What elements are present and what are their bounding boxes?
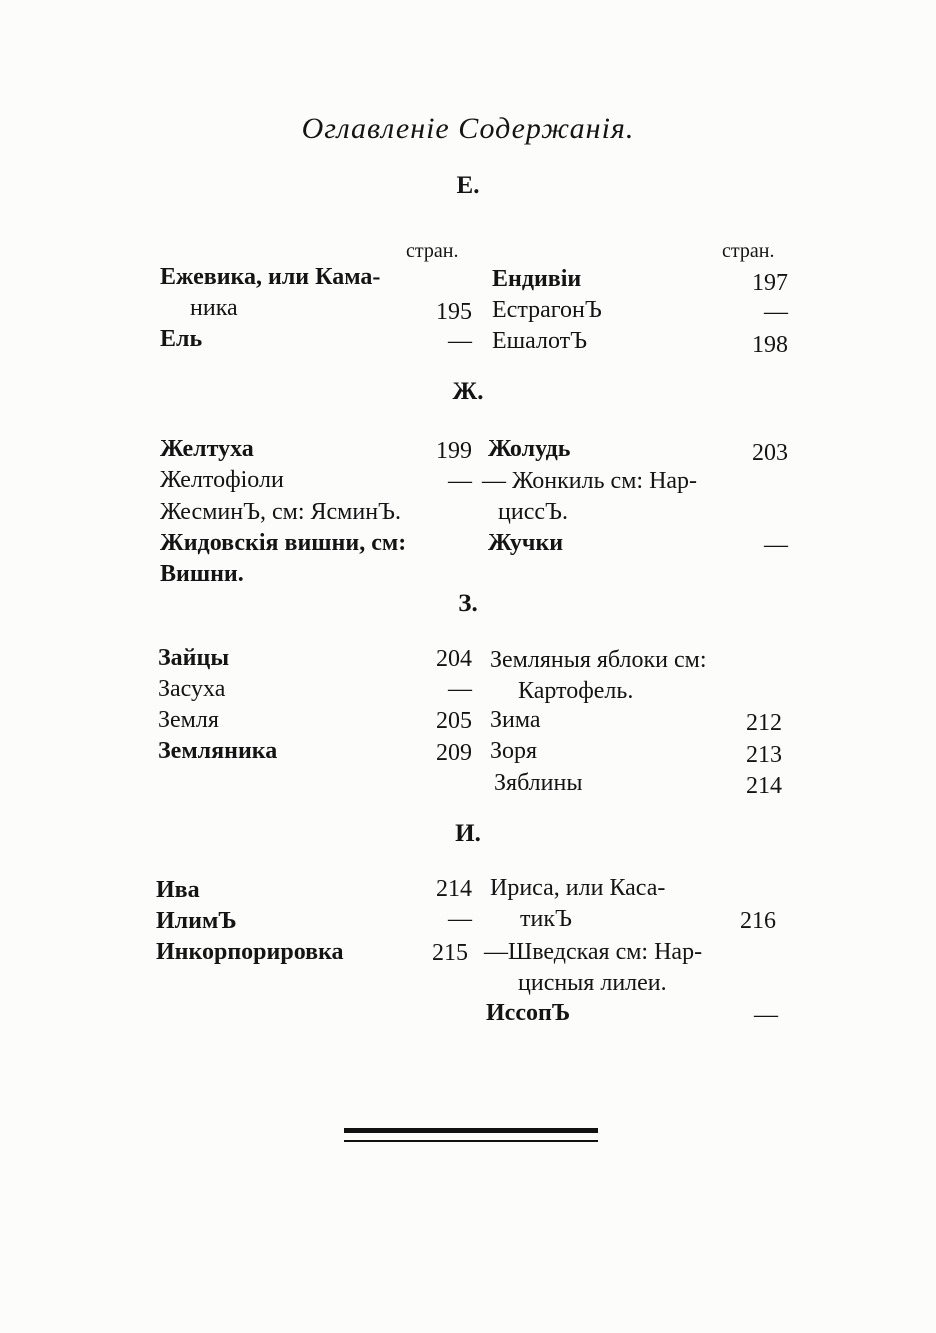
entry-page: 199 [436,438,472,464]
closing-rule-thin [344,1140,598,1142]
entry-page: — [448,328,472,354]
entry-term: ЕстрагонЪ [492,297,602,323]
section-letter-i: И. [455,820,481,847]
closing-rule-thick [344,1128,598,1133]
entry-page: 198 [752,332,788,358]
entry-term: — Жонкиль см: Нар- [482,468,698,494]
entry-term: ИссопЪ [486,1000,571,1026]
page-title: Оглавленіе Содержанія. [301,112,635,145]
entry-term: цисныя лилеи. [518,970,667,996]
entry-term: Жидовскія вишни, см: [160,530,407,556]
entry-page: 214 [436,876,472,902]
entry-term: —Шведская см: Нар- [484,939,703,965]
entry-term: циссЪ. [498,499,568,525]
entry-page: — [754,1002,778,1028]
section-letter-e: Е. [456,172,480,199]
entry-page: 215 [432,940,468,966]
entry-term: Земляника [158,738,278,764]
entry-page: 204 [436,646,472,672]
entry-term: Засуха [158,676,226,702]
entry-page: 197 [752,270,788,296]
entry-page: 203 [752,440,788,466]
entry-term: Земляныя яблоки см: [490,647,707,673]
entry-term: Земля [158,707,219,733]
entry-term: Жолудь [488,436,571,462]
entry-term: Ежевика, или Кама- [160,264,381,290]
entry-page: 214 [746,773,782,799]
entry-term: ИлимЪ [156,908,237,934]
entry-page: — [448,468,472,494]
entry-term: Зима [490,707,541,733]
section-letter-zh: Ж. [452,378,484,405]
entry-term: Вишни. [160,561,244,587]
section-letter-z: З. [458,590,478,617]
entry-term: Инкорпорировка [156,939,344,965]
entry-term: Жучки [488,530,564,556]
entry-term: Зоря [490,738,538,764]
entry-page: 212 [746,710,782,736]
entry-term: ника [190,295,238,321]
entry-page: 209 [436,740,472,766]
entry-term: тикЪ [520,906,572,932]
column-header-left: стран. [406,240,459,262]
entry-term: Картофель. [518,678,634,704]
entry-page: — [448,676,472,702]
entry-term: Зайцы [158,645,230,671]
entry-page: 213 [746,742,782,768]
entry-page: — [764,299,788,325]
entry-term: ЕшалотЪ [492,328,588,354]
entry-term: Ива [156,877,200,903]
entry-page: 195 [436,299,472,325]
entry-term: Ель [160,326,203,352]
entry-term: ЖесминЪ, см: ЯсминЪ. [160,499,401,525]
entry-page: — [448,906,472,932]
entry-term: Желтофіоли [160,467,284,493]
entry-term: Желтуха [160,436,254,462]
column-header-right: стран. [722,240,775,262]
entry-page: 205 [436,708,472,734]
entry-page: 216 [740,908,776,934]
entry-term: Зяблины [494,770,583,796]
entry-term: Ириса, или Каса- [490,875,666,901]
entry-page: — [764,532,788,558]
entry-term: Ендивіи [492,266,582,292]
